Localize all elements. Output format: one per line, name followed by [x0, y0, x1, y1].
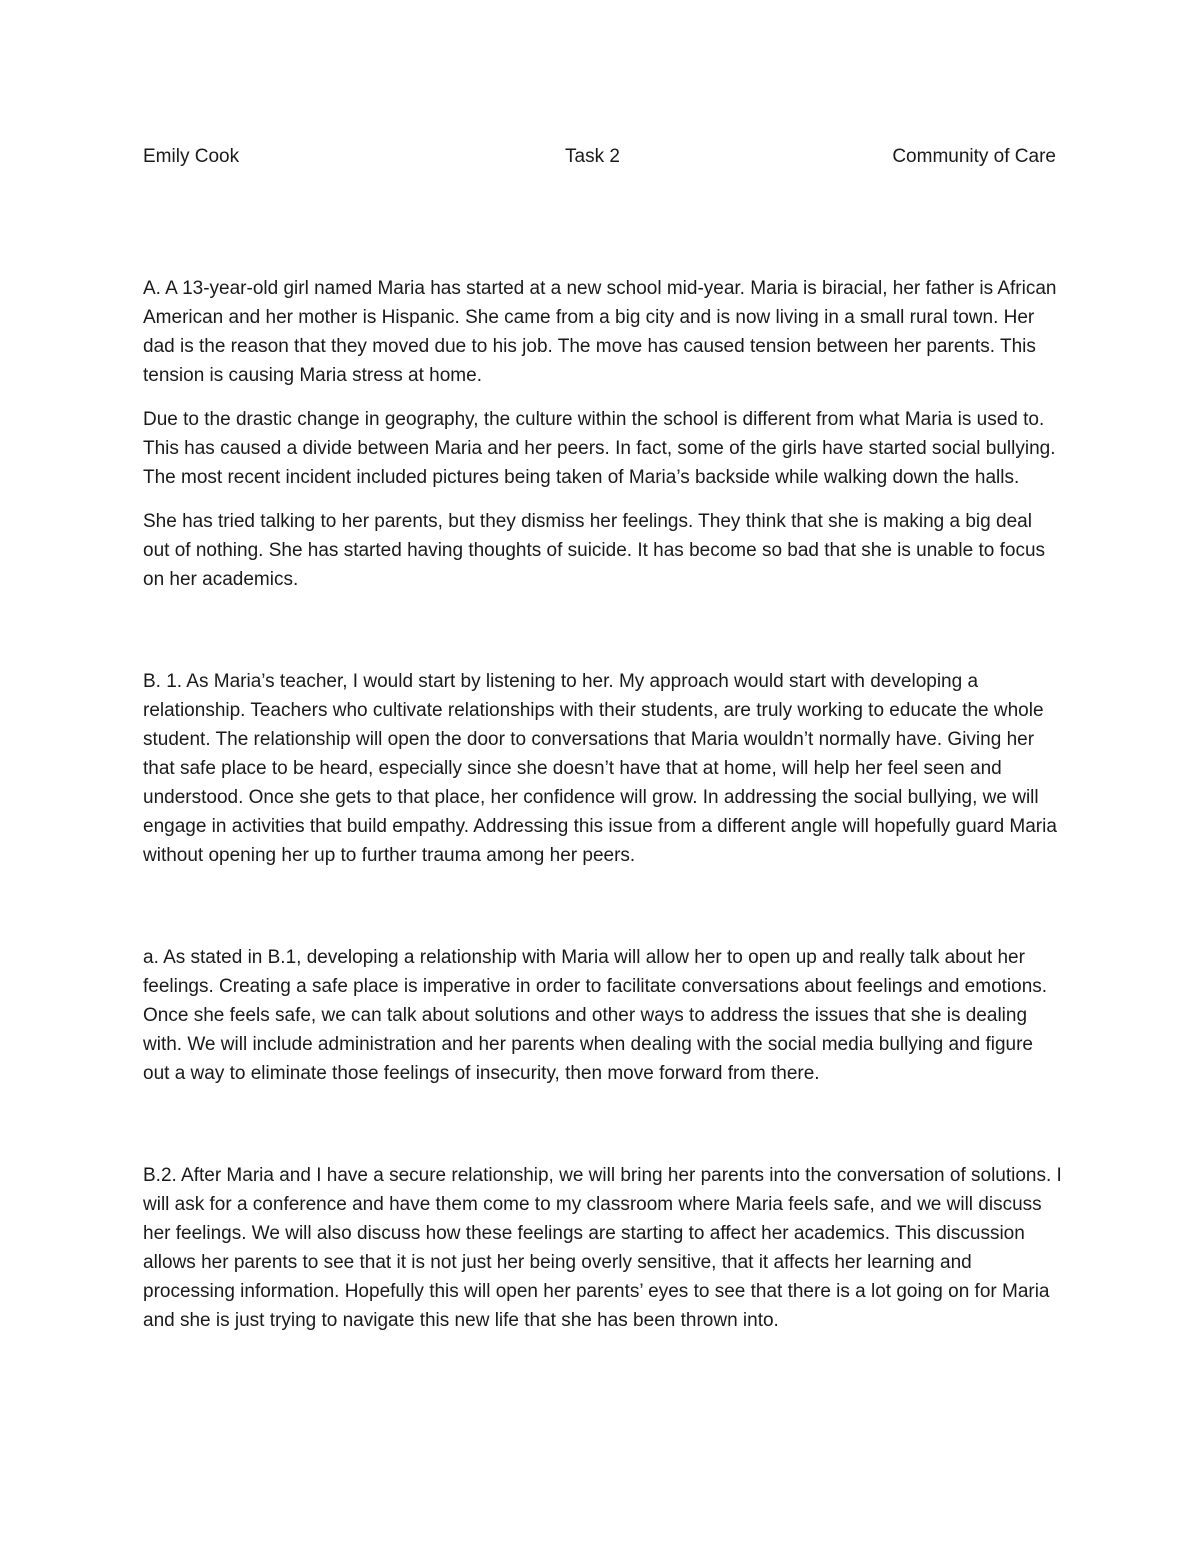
task-label: Task 2	[565, 146, 620, 167]
course-title: Community of Care	[892, 146, 1056, 167]
paragraph-b1: B. 1. As Maria’s teacher, I would start by listening to her. My approach would start with developing a relationship. Teachers who cultivate relationships with their students, are truly working to educate the whole student. The relationship will open the door to conversations that Maria wouldn’t normally have. Giving her that safe place to be heard, especially since she doesn’t have that at home, will help her feel seen and understood. Once she gets to that place, her confidence will grow. In addressing the social bullying, we will engage in activities that build empathy. Addressing this issue from a different angle will hopefully guard Maria without opening her up to further trauma among her peers.	[143, 671, 1057, 866]
author-name: Emily Cook	[143, 146, 240, 167]
paragraph-a-scenario: A. A 13-year-old girl named Maria has started at a new school mid-year. Maria is biracial, her father is African American and her mother is Hispanic. She came from a big city and is now living in a small rural town. Her dad is the reason that they moved due to his job. The move has caused tension between her parents. This tension is causing Maria stress at home.	[143, 278, 1057, 386]
paragraph-b1a: a. As stated in B.1, developing a relationship with Maria will allow her to open up and really talk about her feelings. Creating a safe place is imperative in order to facilitate conversations about feelings and emotions. Once she feels safe, we can talk about solutions and other ways to address the issues that she is dealing with. We will include administration and her parents when dealing with the social media bullying and figure out a way to eliminate those feelings of insecurity, then move forward from there.	[143, 947, 1048, 1084]
paragraph-parents: She has tried talking to her parents, but they dismiss her feelings. They think that she is making a big deal out of nothing. She has started having thoughts of suicide. It has become so bad that she is unable to focus on her academics.	[143, 511, 1046, 590]
paragraph-b2: B.2. After Maria and I have a secure relationship, we will bring her parents into the conversation of solutions. I will ask for a conference and have them come to my classroom where Maria feels safe, and we will discuss her feelings. We will also discuss how these feelings are starting to affect her academics. This discussion allows her parents to see that it is not just her being overly sensitive, that it affects her learning and processing information. Hopefully this will open her parents’ eyes to see that there is a lot going on for Maria and she is just trying to navigate this new life that she has been thrown into.	[143, 1165, 1062, 1331]
page-header	[143, 142, 1056, 172]
paragraph-culture: Due to the drastic change in geography, the culture within the school is different from what Maria is used to. This has caused a divide between Maria and her peers. In fact, some of the girls have started social bullying. The most recent incident included pictures being taken of Maria’s backside while walking down the halls.	[143, 409, 1056, 488]
document-body	[143, 274, 1063, 1335]
